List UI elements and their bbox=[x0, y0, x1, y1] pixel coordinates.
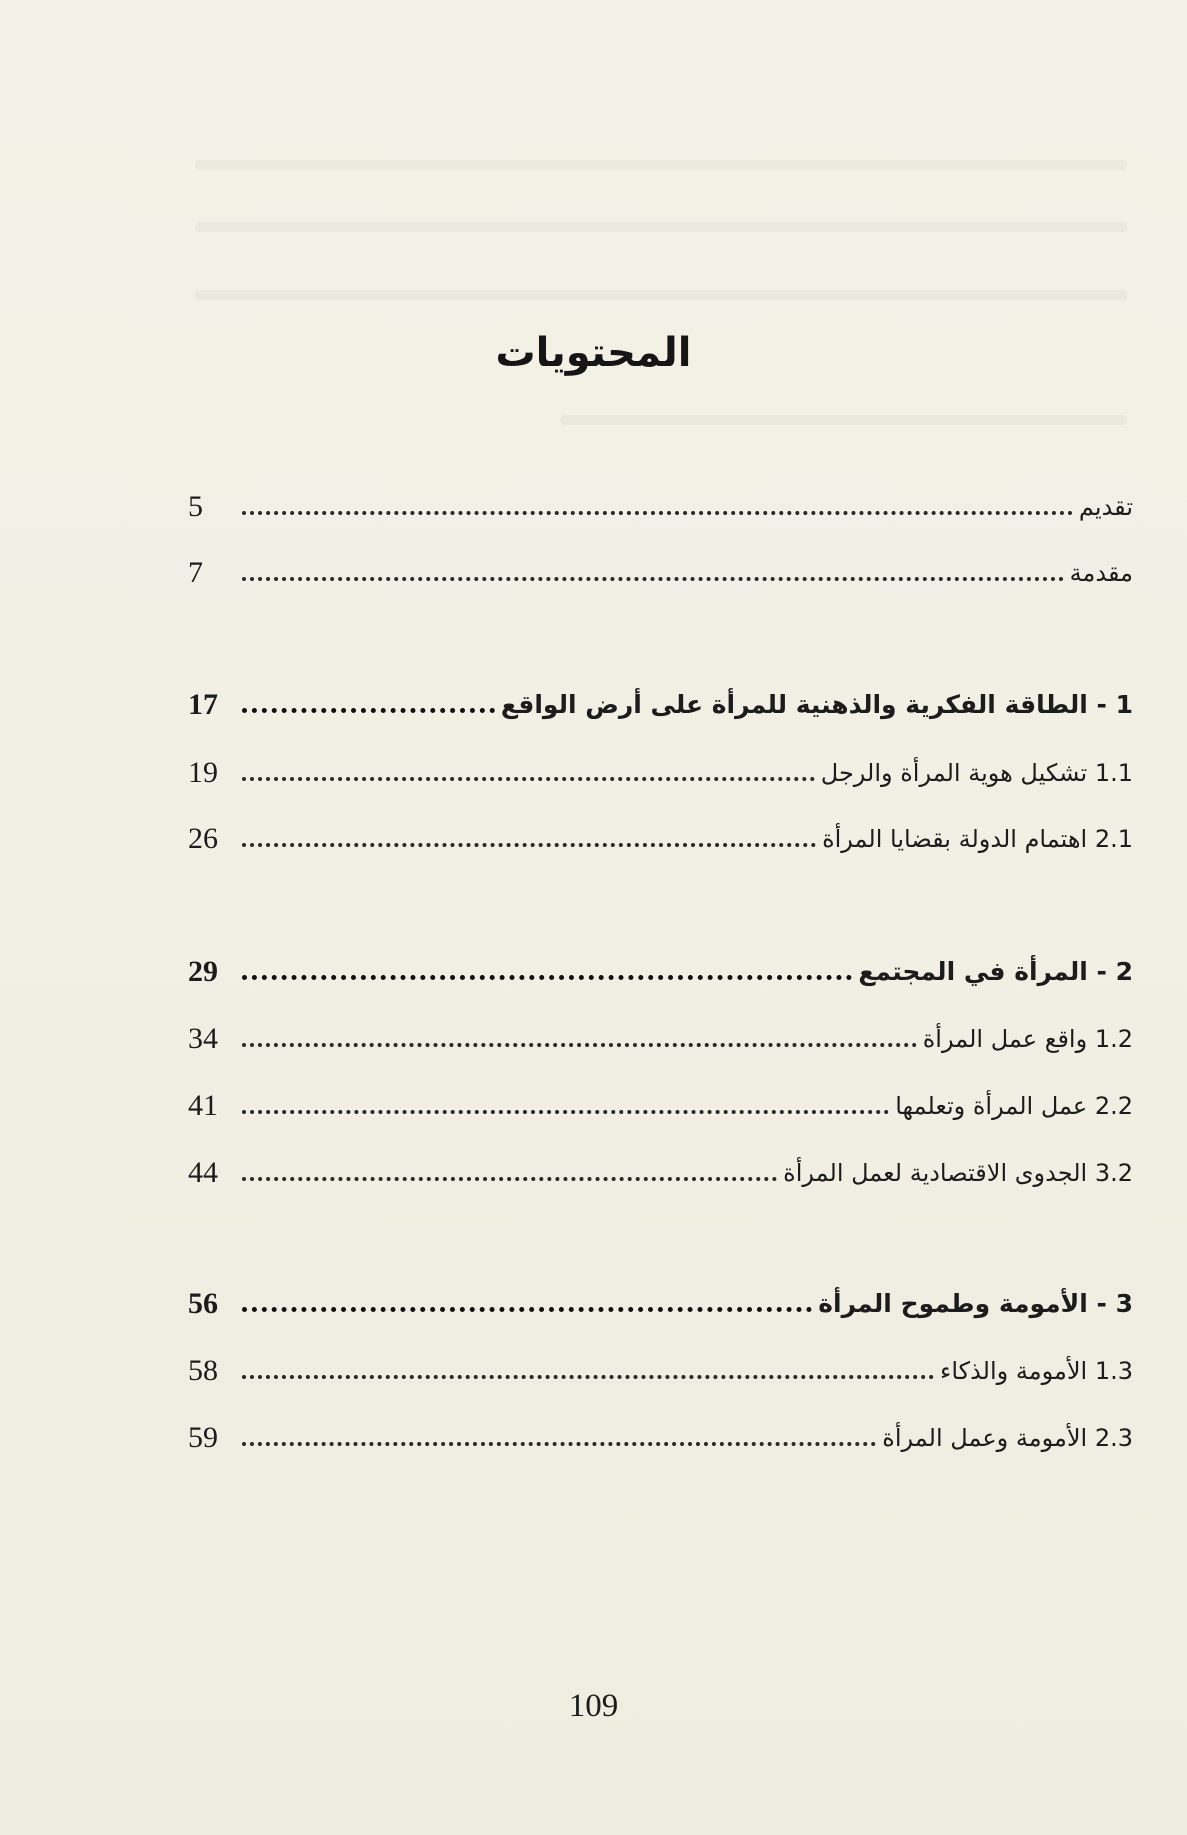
toc-entry[interactable] bbox=[188, 1411, 1133, 1455]
toc-entry-label: 3.2 الجدوى الاقتصادية لعمل المرأة bbox=[783, 1159, 1133, 1187]
page-number-footer: 109 bbox=[568, 1688, 619, 1724]
toc-page-number: 59 bbox=[188, 1421, 218, 1454]
show-through-line bbox=[560, 415, 1127, 425]
toc-entry-label: 2 - المرأة في المجتمع bbox=[858, 957, 1133, 986]
toc-entry-label: 1.1 تشكيل هوية المرأة والرجل bbox=[820, 759, 1133, 787]
dot-leader bbox=[242, 1374, 934, 1379]
toc-entry[interactable] bbox=[188, 480, 1133, 524]
toc-page-number: 56 bbox=[188, 1287, 218, 1320]
dot-leader bbox=[242, 1042, 917, 1047]
toc-entry-label: 2.3 الأمومة وعمل المرأة bbox=[882, 1424, 1133, 1452]
toc-page-number: 41 bbox=[188, 1089, 218, 1122]
toc-chapter-entry[interactable] bbox=[188, 1277, 1133, 1321]
toc-page-number: 17 bbox=[188, 688, 218, 721]
toc-page-number: 7 bbox=[188, 556, 203, 589]
toc-entry-label: 2.1 اهتمام الدولة بقضايا المرأة bbox=[822, 825, 1133, 853]
toc-entry[interactable] bbox=[188, 812, 1133, 856]
dot-leader bbox=[242, 776, 815, 781]
toc-page-number: 19 bbox=[188, 756, 218, 789]
toc-entry-label: 3 - الأمومة وطموح المرأة bbox=[818, 1289, 1133, 1318]
toc-entry-label: 1.2 واقع عمل المرأة bbox=[922, 1025, 1133, 1053]
toc-entry[interactable] bbox=[188, 1012, 1133, 1056]
page-title: المحتويات bbox=[495, 330, 692, 376]
dot-leader bbox=[242, 974, 852, 980]
dot-leader bbox=[242, 1176, 777, 1181]
toc-entry[interactable] bbox=[188, 1079, 1133, 1123]
dot-leader bbox=[242, 576, 1064, 581]
dot-leader bbox=[242, 842, 816, 847]
toc-entry-label: 2.2 عمل المرأة وتعلمها bbox=[895, 1092, 1133, 1120]
show-through-line bbox=[195, 160, 1127, 170]
toc-entry-label: تقديم bbox=[1078, 493, 1133, 521]
toc-entry[interactable] bbox=[188, 746, 1133, 790]
toc-entry[interactable] bbox=[188, 1344, 1133, 1388]
toc-entry-label: مقدمة bbox=[1069, 559, 1133, 587]
toc-page-number: 5 bbox=[188, 490, 203, 523]
toc-page-number: 26 bbox=[188, 822, 218, 855]
toc-entry[interactable] bbox=[188, 546, 1133, 590]
show-through-line bbox=[195, 222, 1127, 232]
toc-page-number: 29 bbox=[188, 955, 218, 988]
dot-leader bbox=[242, 510, 1073, 515]
toc-page-number: 34 bbox=[188, 1022, 218, 1055]
toc-entry-label: 1.3 الأمومة والذكاء bbox=[940, 1357, 1133, 1385]
dot-leader bbox=[242, 1441, 876, 1446]
toc-page-number: 58 bbox=[188, 1354, 218, 1387]
dot-leader bbox=[242, 707, 495, 713]
dot-leader bbox=[242, 1306, 812, 1312]
dot-leader bbox=[242, 1109, 889, 1114]
toc-chapter-entry[interactable] bbox=[188, 945, 1133, 989]
toc-entry[interactable] bbox=[188, 1146, 1133, 1190]
toc-page-number: 44 bbox=[188, 1156, 218, 1189]
show-through-line bbox=[195, 290, 1127, 300]
toc-entry-label: 1 - الطاقة الفكرية والذهنية للمرأة على أرض الواقع bbox=[500, 690, 1133, 719]
toc-chapter-entry[interactable] bbox=[188, 678, 1133, 722]
